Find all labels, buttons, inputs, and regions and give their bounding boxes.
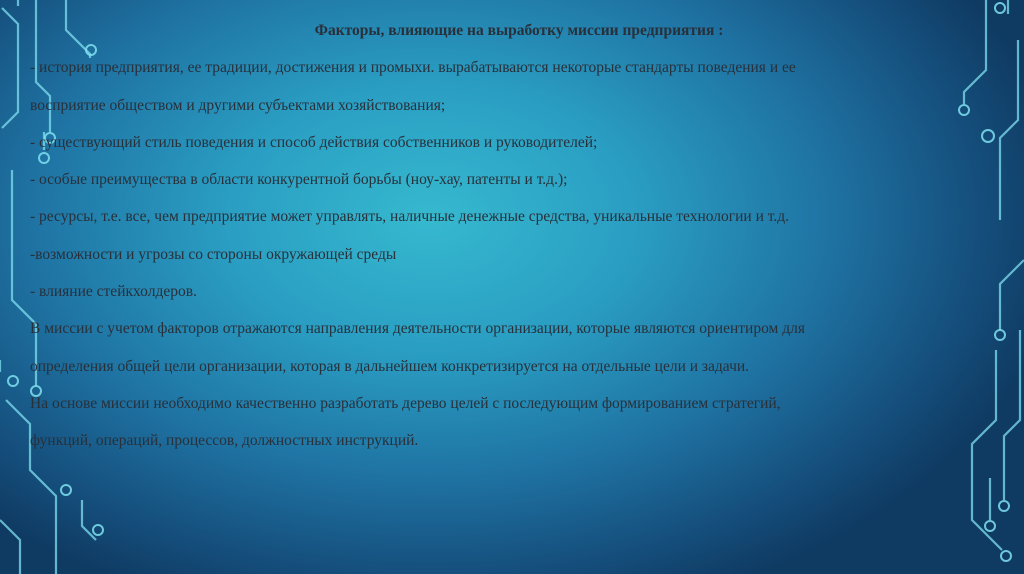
mission-basis-line-2: функций, операций, процессов, должностных инструкций. <box>30 432 419 450</box>
factor-resources: - ресурсы, т.е. все, чем предприятие может управлять, наличные денежные средства, уникальные технологии и т.д. <box>30 208 790 226</box>
factor-stakeholders: - влияние стейкхолдеров. <box>30 283 197 301</box>
factor-style: - существующий стиль поведения и способ действия собственников и руководителей; <box>30 133 598 151</box>
mission-basis-line-1: На основе миссии необходимо качественно разработать дерево целей с последующим формированием стратегий, <box>30 394 781 412</box>
mission-paragraph-line-2: определения общей цели организации, которая в дальнейшем конкретизируется на отдельные цели и задачи. <box>30 357 750 375</box>
factor-environment: -возможности и угрозы со стороны окружающей среды <box>30 245 397 263</box>
slide-title: Факторы, влияющие на выработку миссии предприятия : <box>314 22 724 39</box>
factor-history-line-2: восприятие обществом и другими субъектами хозяйствования; <box>30 96 446 114</box>
factor-history-line-1: - история предприятия, ее традиции, достижения и промыхи. вырабатываются некоторые стандарты поведения и ее <box>30 59 796 77</box>
factor-advantages: - особые преимущества в области конкурентной борьбы (ноу-хау, патенты и т.д.); <box>30 171 568 189</box>
slide-content <box>30 12 1002 460</box>
mission-paragraph-line-1: В миссии с учетом факторов отражаются направления деятельности организации, которые являются ориентиром для <box>30 320 805 338</box>
